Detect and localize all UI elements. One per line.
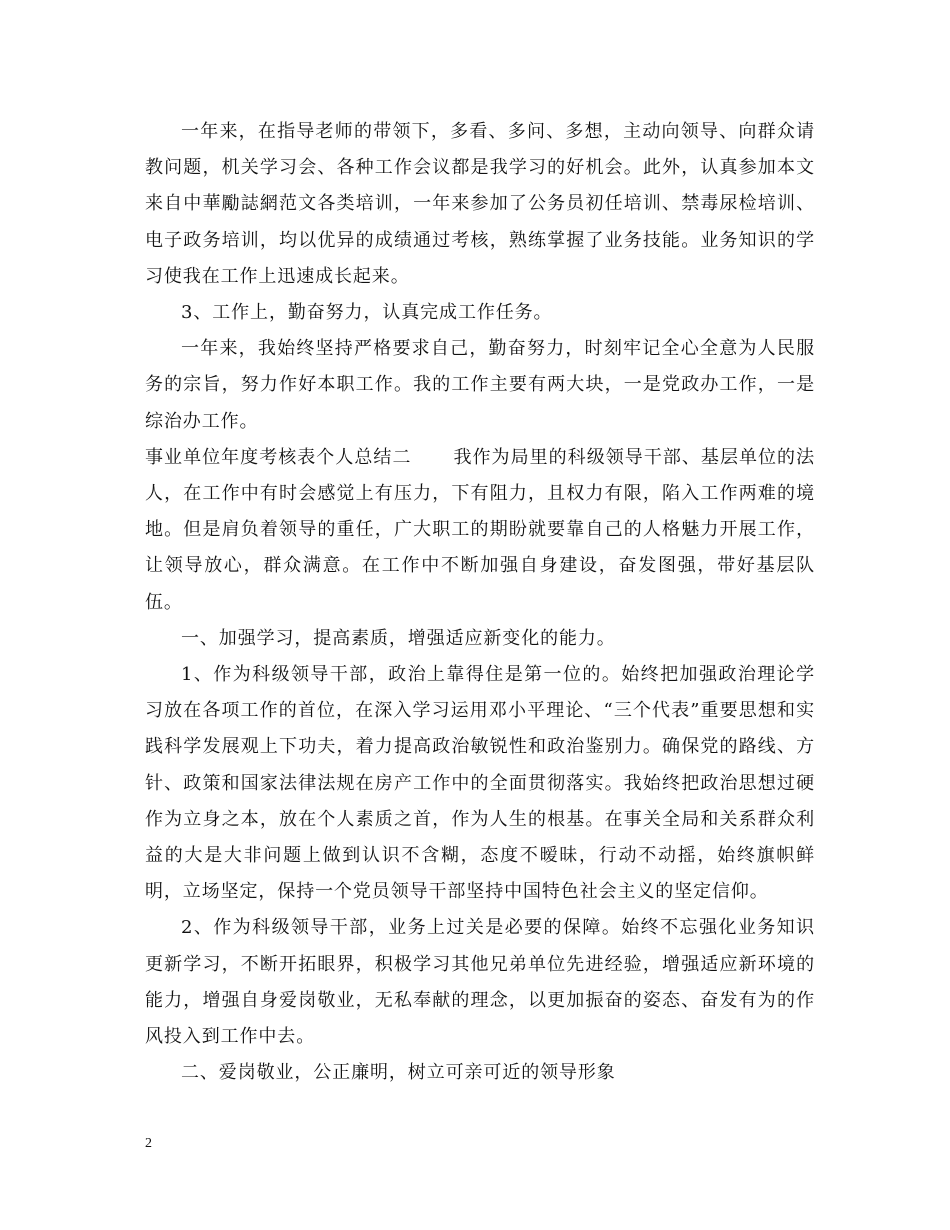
- page-number: 2: [145, 1136, 152, 1151]
- section-two-opening: [145, 440, 815, 621]
- paragraph-politics: 1、作为科级领导干部，政治上靠得住是第一位的。始终把加强政治理论学习放在各项工作的首位，在深入学习运用邓小平理论、“三个代表”重要思想和实践科学发展观上下功夫，着力提高政治敏锐性和政治鉴别力。确保党的路线、方针、政策和国家法律法规在房产工作中的全面贯彻落实。我始终把政治思想过硬作为立身之本，放在个人素质之首，作为人生的根基。在事关全局和关系群众利益的大是大非问题上做到认识不含糊，态度不暧昧，行动不动摇，始终旗帜鲜明，立场坚定，保持一个党员领导干部坚持中国特色社会主义的坚定信仰。: [145, 664, 815, 903]
- section-intro: 我作为局里的科级领导干部、基层单位的法人，在工作中有时会感觉上有压力，下有阻力，且权力有限，陷入工作两难的境地。但是肩负着领导的重任，广大职工的期盼就要靠自己的人格魅力开展工作，让领导放心，群众满意。在工作中不断加强自身建设，奋发图强，带好基层队伍。: [145, 446, 815, 613]
- section-heading: 事业单位年度考核表个人总结二: [145, 446, 412, 468]
- document-body: [145, 114, 815, 1091]
- paragraph-heading-one: 一、加强学习，提高素质，增强适应新变化的能力。: [181, 627, 616, 649]
- paragraph-study: 一年来，在指导老师的带领下，多看、多问、多想，主动向领导、向群众请教问题，机关学习会、各种工作会议都是我学习的好机会。此外，认真参加本文来自中華勵誌網范文各类培训，一年来参加了公务员初任培训、禁毒尿检培训、电子政务培训，均以优异的成绩通过考核，熟练掌握了业务技能。业务知识的学习使我在工作上迅速成长起来。: [145, 121, 815, 287]
- paragraph-work-heading: 3、工作上，勤奋努力，认真完成工作任务。: [181, 302, 553, 324]
- paragraph-work: 一年来，我始终坚持严格要求自己，勤奋努力，时刻牢记全心全意为人民服务的宗旨，努力作好本职工作。我的工作主要有两大块，一是党政办工作，一是综治办工作。: [145, 338, 815, 432]
- paragraph-heading-two: 二、爱岗敬业，公正廉明，树立可亲可近的领导形象: [181, 1062, 616, 1084]
- paragraph-business: 2、作为科级领导干部，业务上过关是必要的保障。始终不忘强化业务知识更新学习，不断开拓眼界，积极学习其他兄弟单位先进经验，增强适应新环境的能力，增强自身爱岗敬业，无私奉献的理念，以更加振奋的姿态、奋发有为的作风投入到工作中去。: [145, 917, 815, 1048]
